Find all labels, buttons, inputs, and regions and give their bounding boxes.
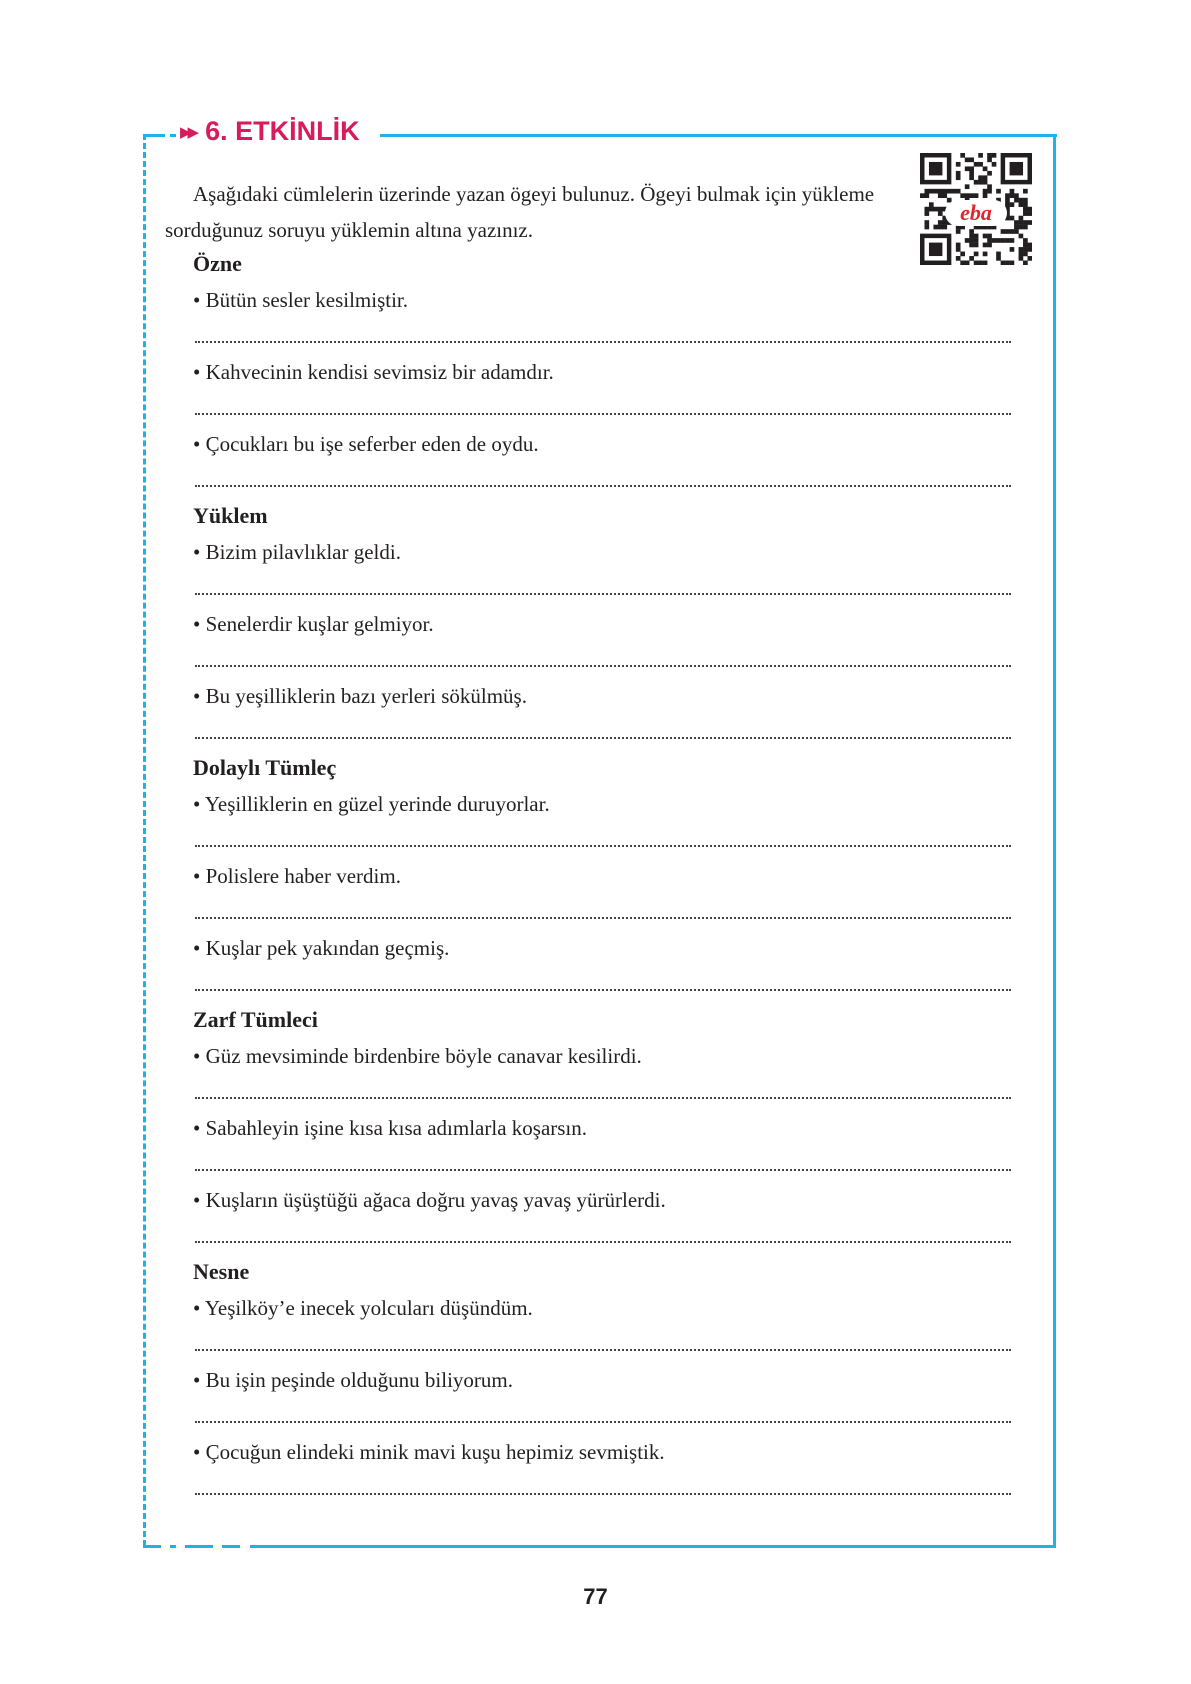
frame-dash	[222, 1545, 240, 1548]
frame-top-border	[380, 134, 1057, 137]
answer-line[interactable]	[193, 462, 1011, 498]
activity-title: 6. ETKİNLİK	[205, 116, 360, 146]
answer-line[interactable]	[193, 894, 1011, 930]
frame-dash	[170, 134, 176, 137]
section-heading: Özne	[193, 251, 242, 276]
answer-line[interactable]	[193, 318, 1011, 354]
section-heading: Zarf Tümleci	[193, 1007, 318, 1032]
instructions	[165, 176, 895, 248]
answer-line[interactable]	[193, 570, 1011, 606]
frame-corner	[143, 134, 165, 137]
activity-header	[180, 116, 364, 147]
sentence-item: • Yeşilköy’e inecek yolcuları düşündüm.	[193, 1296, 533, 1320]
answer-line[interactable]	[193, 966, 1011, 1002]
frame-dash	[170, 1545, 176, 1548]
section-heading: Dolaylı Tümleç	[193, 755, 337, 780]
sentence-item: • Polislere haber verdim.	[193, 864, 401, 888]
sentence-item: • Bu işin peşinde olduğunu biliyorum.	[193, 1368, 514, 1392]
frame-corner	[143, 1545, 161, 1548]
answer-line[interactable]	[193, 1326, 1011, 1362]
section-heading: Yüklem	[193, 503, 268, 528]
frame-right-border	[1053, 134, 1056, 1548]
answer-line[interactable]	[193, 642, 1011, 678]
sentence-item: • Sabahleyin işine kısa kısa adımlarla koşarsın.	[193, 1116, 588, 1140]
eba-logo-text: eba	[960, 200, 992, 225]
sentence-item: • Bütün sesler kesilmiştir.	[193, 288, 409, 312]
sentence-item: • Çocukları bu işe seferber eden de oydu.	[193, 432, 539, 456]
sentence-item: • Bizim pilavlıklar geldi.	[193, 540, 401, 564]
sentence-item: • Kuşların üşüştüğü ağaca doğru yavaş yavaş yürürlerdi.	[193, 1188, 666, 1212]
sentence-item: • Senelerdir kuşlar gelmiyor.	[193, 612, 434, 636]
double-arrow-icon: ▶▶	[180, 122, 196, 141]
sentence-item: • Kuşlar pek yakından geçmiş.	[193, 936, 450, 960]
instructions-text: Aşağıdaki cümlelerin üzerinde yazan ögeyi bulunuz. Ögeyi bulmak için yükleme sorduğunuz soruyu yüklemin altına yazınız.	[165, 182, 875, 242]
sentence-item: • Güz mevsiminde birdenbire böyle canavar kesilirdi.	[193, 1044, 642, 1068]
answer-line[interactable]	[193, 1218, 1011, 1254]
frame-bottom-border	[250, 1545, 1056, 1548]
section-heading: Nesne	[193, 1259, 250, 1284]
answer-line[interactable]	[193, 714, 1011, 750]
answer-line[interactable]	[193, 390, 1011, 426]
answer-line[interactable]	[193, 1074, 1011, 1110]
answer-line[interactable]	[193, 822, 1011, 858]
sentence-item: • Bu yeşilliklerin bazı yerleri sökülmüş.	[193, 684, 527, 708]
answer-line[interactable]	[193, 1398, 1011, 1434]
exercise-list	[193, 246, 1011, 1506]
frame-left-border	[143, 134, 146, 1546]
sentence-item: • Çocuğun elindeki minik mavi kuşu hepimiz sevmiştik.	[193, 1440, 665, 1464]
eba-logo	[945, 200, 1007, 226]
page-number: 77	[583, 1584, 608, 1609]
sentence-item: • Yeşilliklerin en güzel yerinde duruyorlar.	[193, 792, 550, 816]
answer-line[interactable]	[193, 1146, 1011, 1182]
sentence-item: • Kahvecinin kendisi sevimsiz bir adamdır.	[193, 360, 554, 384]
frame-dash	[185, 1545, 213, 1548]
answer-line[interactable]	[193, 1470, 1011, 1506]
